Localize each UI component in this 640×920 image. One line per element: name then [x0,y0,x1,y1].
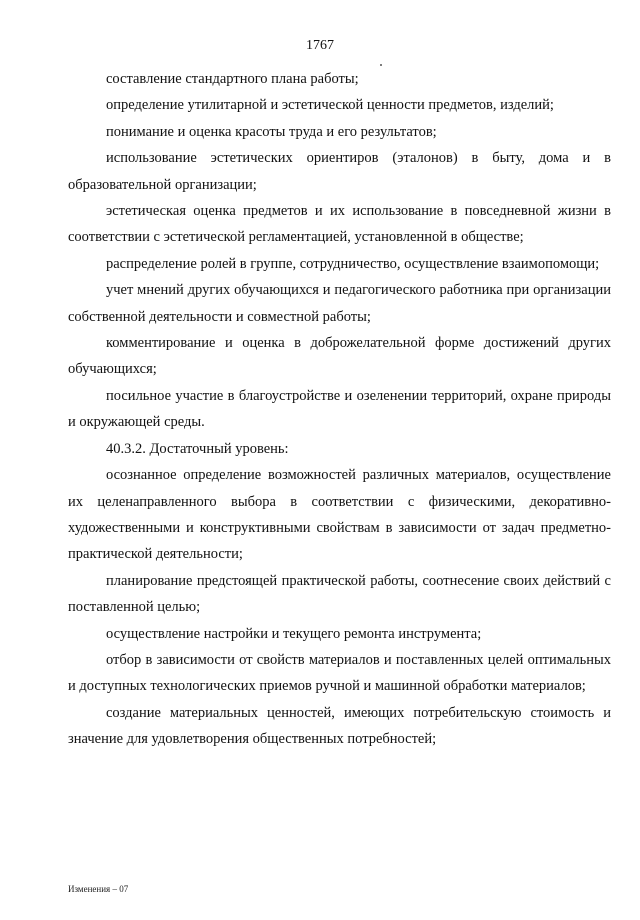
paragraph: отбор в зависимости от свойств материалов и поставленных целей оптимальных и доступных технологических приемов ручной и машинной обработки материалов; [68,651,611,695]
paragraph: использование эстетических ориентиров (эталонов) в быту, дома и в образовательной организации; [68,150,611,193]
page-number: 1767 [306,38,334,53]
paragraph: составление стандартного плана работы; [106,71,359,87]
paragraph: определение утилитарной и эстетической ценности предметов, изделий; [106,97,554,114]
paragraph: осознанное определение возможностей различных материалов, осуществление их целенаправленного выбора в соответствии с физическими, декоративно-художественными и конструктивными свойствам в зависимости от задач предметно-практической деятельности; [68,467,611,563]
paragraph: комментирование и оценка в доброжелательной форме достижений других обучающихся; [68,335,611,378]
footer-revision-note: Изменения – 07 [68,884,129,894]
paragraph: планирование предстоящей практической работы, соотнесение своих действий с поставленной целью; [68,572,611,616]
paragraph: осуществление настройки и текущего ремонта инструмента; [106,625,482,642]
section-heading: 40.3.2. Достаточный уровень: [106,440,289,457]
paragraph: эстетическая оценка предметов и их использование в повседневной жизни в соответствии с эстетической регламентацией, установленной в обществе; [68,203,611,246]
paragraph: создание материальных ценностей, имеющих потребительскую стоимость и значение для удовлетворения общественных потребностей; [68,704,611,748]
paragraph: учет мнений других обучающихся и педагогического работника при организации собственной деятельности и совместной работы; [68,282,611,325]
document-body [68,66,611,753]
paragraph: распределение ролей в группе, сотрудничество, осуществление взаимопомощи; [106,255,600,272]
paragraph: посильное участие в благоустройстве и озеленении территорий, охране природы и окружающей среды. [68,387,611,431]
scan-speck [380,64,382,66]
paragraph: понимание и оценка красоты труда и его результатов; [106,123,437,140]
